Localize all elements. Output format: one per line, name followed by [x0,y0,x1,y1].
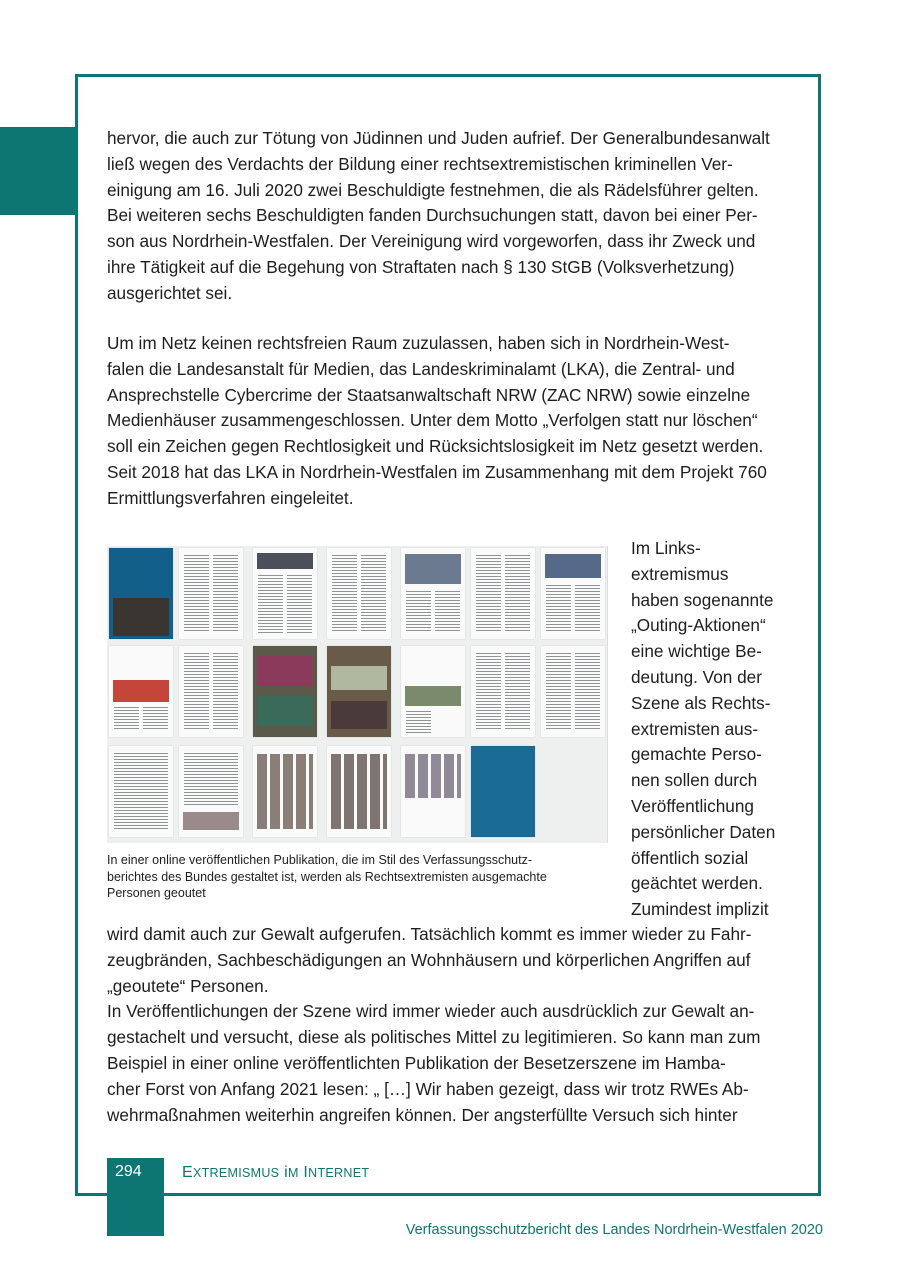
page-thumbnail [327,548,391,639]
back-cover-thumbnail [471,746,535,837]
page-thumbnail [541,646,605,737]
section-title-text: EXTREMISMUS iM INTERNET [182,1164,370,1181]
page-thumbnail [253,548,317,639]
section-title [182,1164,369,1182]
paragraph-2: Um im Netz keinen rechtsfreien Raum zuzulassen, haben sich in Nordrhein-West- falen die Landesanstalt für Medien, das Landeskriminalamt (LKA), die Zentral- und Ansprechstelle Cybercrime der Staatsanwaltschaft NRW (ZAC NRW) sowie einzelne Medienhäuser zusammengeschlossen. Unter dem Motto „Verfolgen statt nur löschen“ soll ein Zeichen gegen Rechtlosigkeit und Rücksichtslosigkeit im Netz gesetzt werden. Seit 2018 hat das LKA in Nordrhein-Westfalen im Zusammenhang mit dem Projekt 760 Ermittlungsverfahren eingeleitet. [107,333,767,508]
figure-caption: In einer online veröffentlichen Publikation, die im Stil des Verfassungsschutz- berichtes des Bundes gestaltet ist, werden als Rechtsextremisten ausgemachte Personen geoutet [107,853,547,900]
page-thumbnail [179,548,243,639]
blurred-portraits-thumbnail [401,746,465,837]
blurred-portraits-thumbnail [327,746,391,837]
photo-collage-thumbnail [253,646,317,737]
blurred-portraits-thumbnail [253,746,317,837]
paragraph-3-continued: wird damit auch zur Gewalt aufgerufen. Tatsächlich kommt es immer wieder zu Fahr- zeugbränden, Sachbeschädigungen an Wohnhäusern und körperlichen Angriffen auf „geoutete“ Personen. In Veröffentlichungen der Szene wird immer wieder auch ausdrücklich zur Gewalt an- gestachelt und versucht, diese als politisches Mittel zu legitimieren. So kann man zum Beispiel in einer online veröffentlichten Publikation der Besetzerszene im Hamba- cher Forst von Anfang 2021 lesen: „ […] Wir haben gezeigt, dass wir trotz RWEs Ab- wehrmaßnahmen weiterhin angreifen können. Der angsterfüllte Versuch sich hinter [107,924,761,1125]
page-thumbnail [109,746,173,837]
page-thumbnail [179,746,243,837]
page-thumbnail [541,548,605,639]
page-thumbnail [109,646,173,737]
page-thumbnail [401,646,465,737]
report-title: Verfassungsschutzbericht des Landes Nordrhein-Westfalen 2020 [405,1222,823,1238]
page-thumbnail [471,548,535,639]
paragraph-3-side: Im Links- extremismus haben sogenannte „Outing-Aktionen“ eine wichtige Be- deutung. Von der Szene als Rechts- extremisten aus- gemachte Perso- nen sollen durch Veröffentlichung persönlicher Daten öffentlich sozial geächtet werden. Zumindest implizit [631,538,776,920]
cover-thumbnail [109,548,173,639]
page-thumbnail [179,646,243,737]
page-thumbnail [401,548,465,639]
page-number: 294 [115,1163,142,1180]
page-thumbnail [471,646,535,737]
chapter-tab [0,127,76,215]
photo-collage-thumbnail [327,646,391,737]
publication-collage-image [107,546,608,843]
paragraph-1: hervor, die auch zur Tötung von Jüdinnen und Juden aufrief. Der Generalbundesanwalt ließ wegen des Verdachts der Bildung einer rechtsextremistischen kriminellen Ver- einigung am 16. Juli 2020 zwei Beschuldigte festnehmen, die als Rädelsführer gelten. Bei weiteren sechs Beschuldigten fanden Durchsuchungen statt, davon bei einer Per- son aus Nordrhein-Westfalen. Der Vereinigung wird vorgeworfen, dass ihr Zweck und ihre Tätigkeit auf die Begehung von Straftaten nach § 130 StGB (Volksverhetzung) ausgerichtet sei. [107,128,770,303]
